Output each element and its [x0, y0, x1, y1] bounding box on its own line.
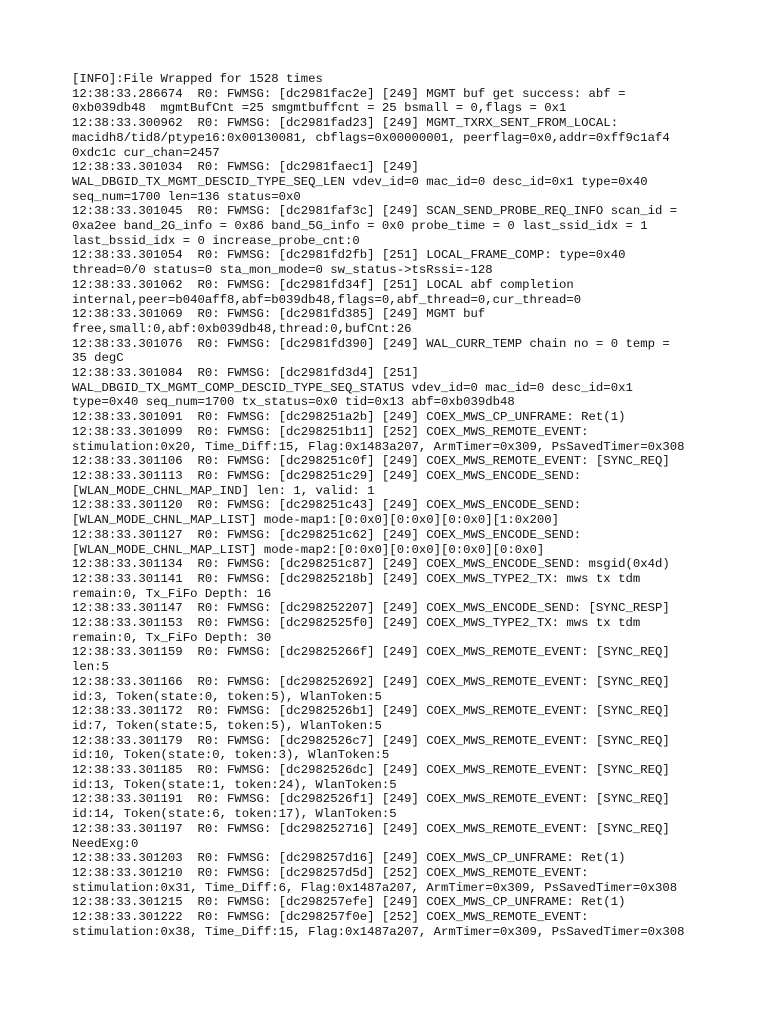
log-line: 12:38:33.301172 R0: FWMSG: [dc2982526b1] [249] COEX_MWS_REMOTE_EVENT: [SYNC_REQ] — [72, 704, 670, 719]
log-line: stimulation:0x31, Time_Diff:6, Flag:0x1487a207, ArmTimer=0x309, PsSavedTimer=0x308 — [72, 880, 678, 895]
log-line: 12:38:33.301166 R0: FWMSG: [dc298252692] [249] COEX_MWS_REMOTE_EVENT: [SYNC_REQ] — [72, 674, 670, 689]
log-line: macidh8/tid8/ptype16:0x00130081, cbflags=0x00000001, peerflag=0x0,addr=0xff9c1af4 — [72, 130, 670, 145]
log-line: 12:38:33.301054 R0: FWMSG: [dc2981fd2fb] [251] LOCAL_FRAME_COMP: type=0x40 — [72, 248, 626, 263]
log-line: 12:38:33.301091 R0: FWMSG: [dc298251a2b] [249] COEX_MWS_CP_UNFRAME: Ret(1) — [72, 410, 626, 425]
log-line: internal,peer=b040aff8,abf=b039db48,flags=0,abf_thread=0,cur_thread=0 — [72, 292, 582, 307]
log-line: len:5 — [72, 660, 109, 675]
log-line: 0xb039db48 mgmtBufCnt =25 smgmtbuffcnt = 25 bsmall = 0,flags = 0x1 — [72, 101, 567, 116]
log-line: id:10, Token(state:0, token:3), WlanToken:5 — [72, 748, 390, 763]
log-line: 12:38:33.301222 R0: FWMSG: [dc298257f0e] [252] COEX_MWS_REMOTE_EVENT: — [72, 910, 589, 925]
log-line: remain:0, Tx_FiFo Depth: 16 — [72, 586, 272, 601]
log-line: free,small:0,abf:0xb039db48,thread:0,bufCnt:26 — [72, 321, 412, 336]
log-line: 12:38:33.301134 R0: FWMSG: [dc298251c87] [249] COEX_MWS_ENCODE_SEND: msgid(0x4d) — [72, 557, 670, 572]
log-line: id:3, Token(state:0, token:5), WlanToken:5 — [72, 689, 382, 704]
log-line: id:14, Token(state:6, token:17), WlanToken:5 — [72, 807, 397, 822]
log-line: 0xa2ee band_2G_info = 0x86 band_5G_info = 0x0 probe_time = 0 last_ssid_idx = 1 — [72, 219, 648, 234]
log-body — [72, 72, 702, 939]
log-line: 12:38:33.301203 R0: FWMSG: [dc298257d16] [249] COEX_MWS_CP_UNFRAME: Ret(1) — [72, 851, 626, 866]
log-line: remain:0, Tx_FiFo Depth: 30 — [72, 630, 272, 645]
log-line: thread=0/0 status=0 sta_mon_mode=0 sw_status->tsRssi=-128 — [72, 263, 493, 278]
log-line: 12:38:33.301069 R0: FWMSG: [dc2981fd385] [249] MGMT buf — [72, 307, 486, 322]
log-line: WAL_DBGID_TX_MGMT_COMP_DESCID_TYPE_SEQ_STATUS vdev_id=0 mac_id=0 desc_id=0x1 — [72, 380, 633, 395]
log-line: 12:38:33.301084 R0: FWMSG: [dc2981fd3d4] [251] — [72, 366, 419, 381]
log-line: seq_num=1700 len=136 status=0x0 — [72, 189, 301, 204]
log-line: 12:38:33.301141 R0: FWMSG: [dc29825218b] [249] COEX_MWS_TYPE2_TX: mws tx tdm — [72, 571, 641, 586]
log-line: id:7, Token(state:5, token:5), WlanToken:5 — [72, 718, 382, 733]
log-line: last_bssid_idx = 0 increase_probe_cnt:0 — [72, 233, 360, 248]
log-line: 12:38:33.301113 R0: FWMSG: [dc298251c29] [249] COEX_MWS_ENCODE_SEND: — [72, 468, 582, 483]
log-line: NeedExg:0 — [72, 836, 139, 851]
log-line: stimulation:0x38, Time_Diff:15, Flag:0x1487a207, ArmTimer=0x309, PsSavedTimer=0x308 — [72, 924, 685, 939]
log-line: 12:38:33.301062 R0: FWMSG: [dc2981fd34f] [251] LOCAL abf completion — [72, 277, 574, 292]
log-line: 12:38:33.301120 R0: FWMSG: [dc298251c43] [249] COEX_MWS_ENCODE_SEND: — [72, 498, 582, 513]
log-line: [WLAN_MODE_CHNL_MAP_LIST] mode-map2:[0:0x0][0:0x0][0:0x0][0:0x0] — [72, 542, 545, 557]
log-line: 12:38:33.301106 R0: FWMSG: [dc298251c0f] [249] COEX_MWS_REMOTE_EVENT: [SYNC_REQ] — [72, 454, 670, 469]
log-line: [WLAN_MODE_CHNL_MAP_LIST] mode-map1:[0:0x0][0:0x0][0:0x0][1:0x200] — [72, 513, 560, 528]
log-line: 12:38:33.301099 R0: FWMSG: [dc298251b11] [252] COEX_MWS_REMOTE_EVENT: — [72, 424, 589, 439]
log-line: [WLAN_MODE_CHNL_MAP_IND] len: 1, valid: 1 — [72, 483, 375, 498]
log-line: type=0x40 seq_num=1700 tx_status=0x0 tid=0x13 abf=0xb039db48 — [72, 395, 515, 410]
log-line: [INFO]:File Wrapped for 1528 times — [72, 72, 323, 86]
log-line: WAL_DBGID_TX_MGMT_DESCID_TYPE_SEQ_LEN vdev_id=0 mac_id=0 desc_id=0x1 type=0x40 — [72, 174, 648, 189]
log-line: 12:38:33.301191 R0: FWMSG: [dc2982526f1] [249] COEX_MWS_REMOTE_EVENT: [SYNC_REQ] — [72, 792, 670, 807]
log-line: 12:38:33.301210 R0: FWMSG: [dc298257d5d] [252] COEX_MWS_REMOTE_EVENT: — [72, 865, 589, 880]
log-line: 12:38:33.301197 R0: FWMSG: [dc298252716] [249] COEX_MWS_REMOTE_EVENT: [SYNC_REQ] — [72, 821, 670, 836]
log-line: 12:38:33.301076 R0: FWMSG: [dc2981fd390] [249] WAL_CURR_TEMP chain no = 0 temp = — [72, 336, 670, 351]
log-line: 12:38:33.286674 R0: FWMSG: [dc2981fac2e] [249] MGMT buf get success: abf = — [72, 86, 626, 101]
log-document — [72, 72, 702, 939]
log-line: 12:38:33.301045 R0: FWMSG: [dc2981faf3c] [249] SCAN_SEND_PROBE_REQ_INFO scan_id = — [72, 204, 678, 219]
log-line: 0xdc1c cur_chan=2457 — [72, 145, 220, 160]
log-line: 12:38:33.301127 R0: FWMSG: [dc298251c62] [249] COEX_MWS_ENCODE_SEND: — [72, 527, 582, 542]
log-line: 12:38:33.301147 R0: FWMSG: [dc298252207] [249] COEX_MWS_ENCODE_SEND: [SYNC_RESP] — [72, 601, 670, 616]
log-line: 35 degC — [72, 351, 124, 366]
log-line: 12:38:33.301153 R0: FWMSG: [dc2982525f0] [249] COEX_MWS_TYPE2_TX: mws tx tdm — [72, 616, 641, 631]
log-line: stimulation:0x20, Time_Diff:15, Flag:0x1483a207, ArmTimer=0x309, PsSavedTimer=0x308 — [72, 439, 685, 454]
log-line: 12:38:33.301034 R0: FWMSG: [dc2981faec1] [249] — [72, 160, 419, 175]
log-line: 12:38:33.300962 R0: FWMSG: [dc2981fad23] [249] MGMT_TXRX_SENT_FROM_LOCAL: — [72, 116, 619, 131]
log-line: 12:38:33.301185 R0: FWMSG: [dc2982526dc] [249] COEX_MWS_REMOTE_EVENT: [SYNC_REQ] — [72, 763, 670, 778]
log-line: 12:38:33.301215 R0: FWMSG: [dc298257efe] [249] COEX_MWS_CP_UNFRAME: Ret(1) — [72, 895, 626, 910]
log-line: 12:38:33.301179 R0: FWMSG: [dc2982526c7] [249] COEX_MWS_REMOTE_EVENT: [SYNC_REQ] — [72, 733, 670, 748]
log-line: 12:38:33.301159 R0: FWMSG: [dc29825266f] [249] COEX_MWS_REMOTE_EVENT: [SYNC_REQ] — [72, 645, 670, 660]
log-line: id:13, Token(state:1, token:24), WlanToken:5 — [72, 777, 397, 792]
